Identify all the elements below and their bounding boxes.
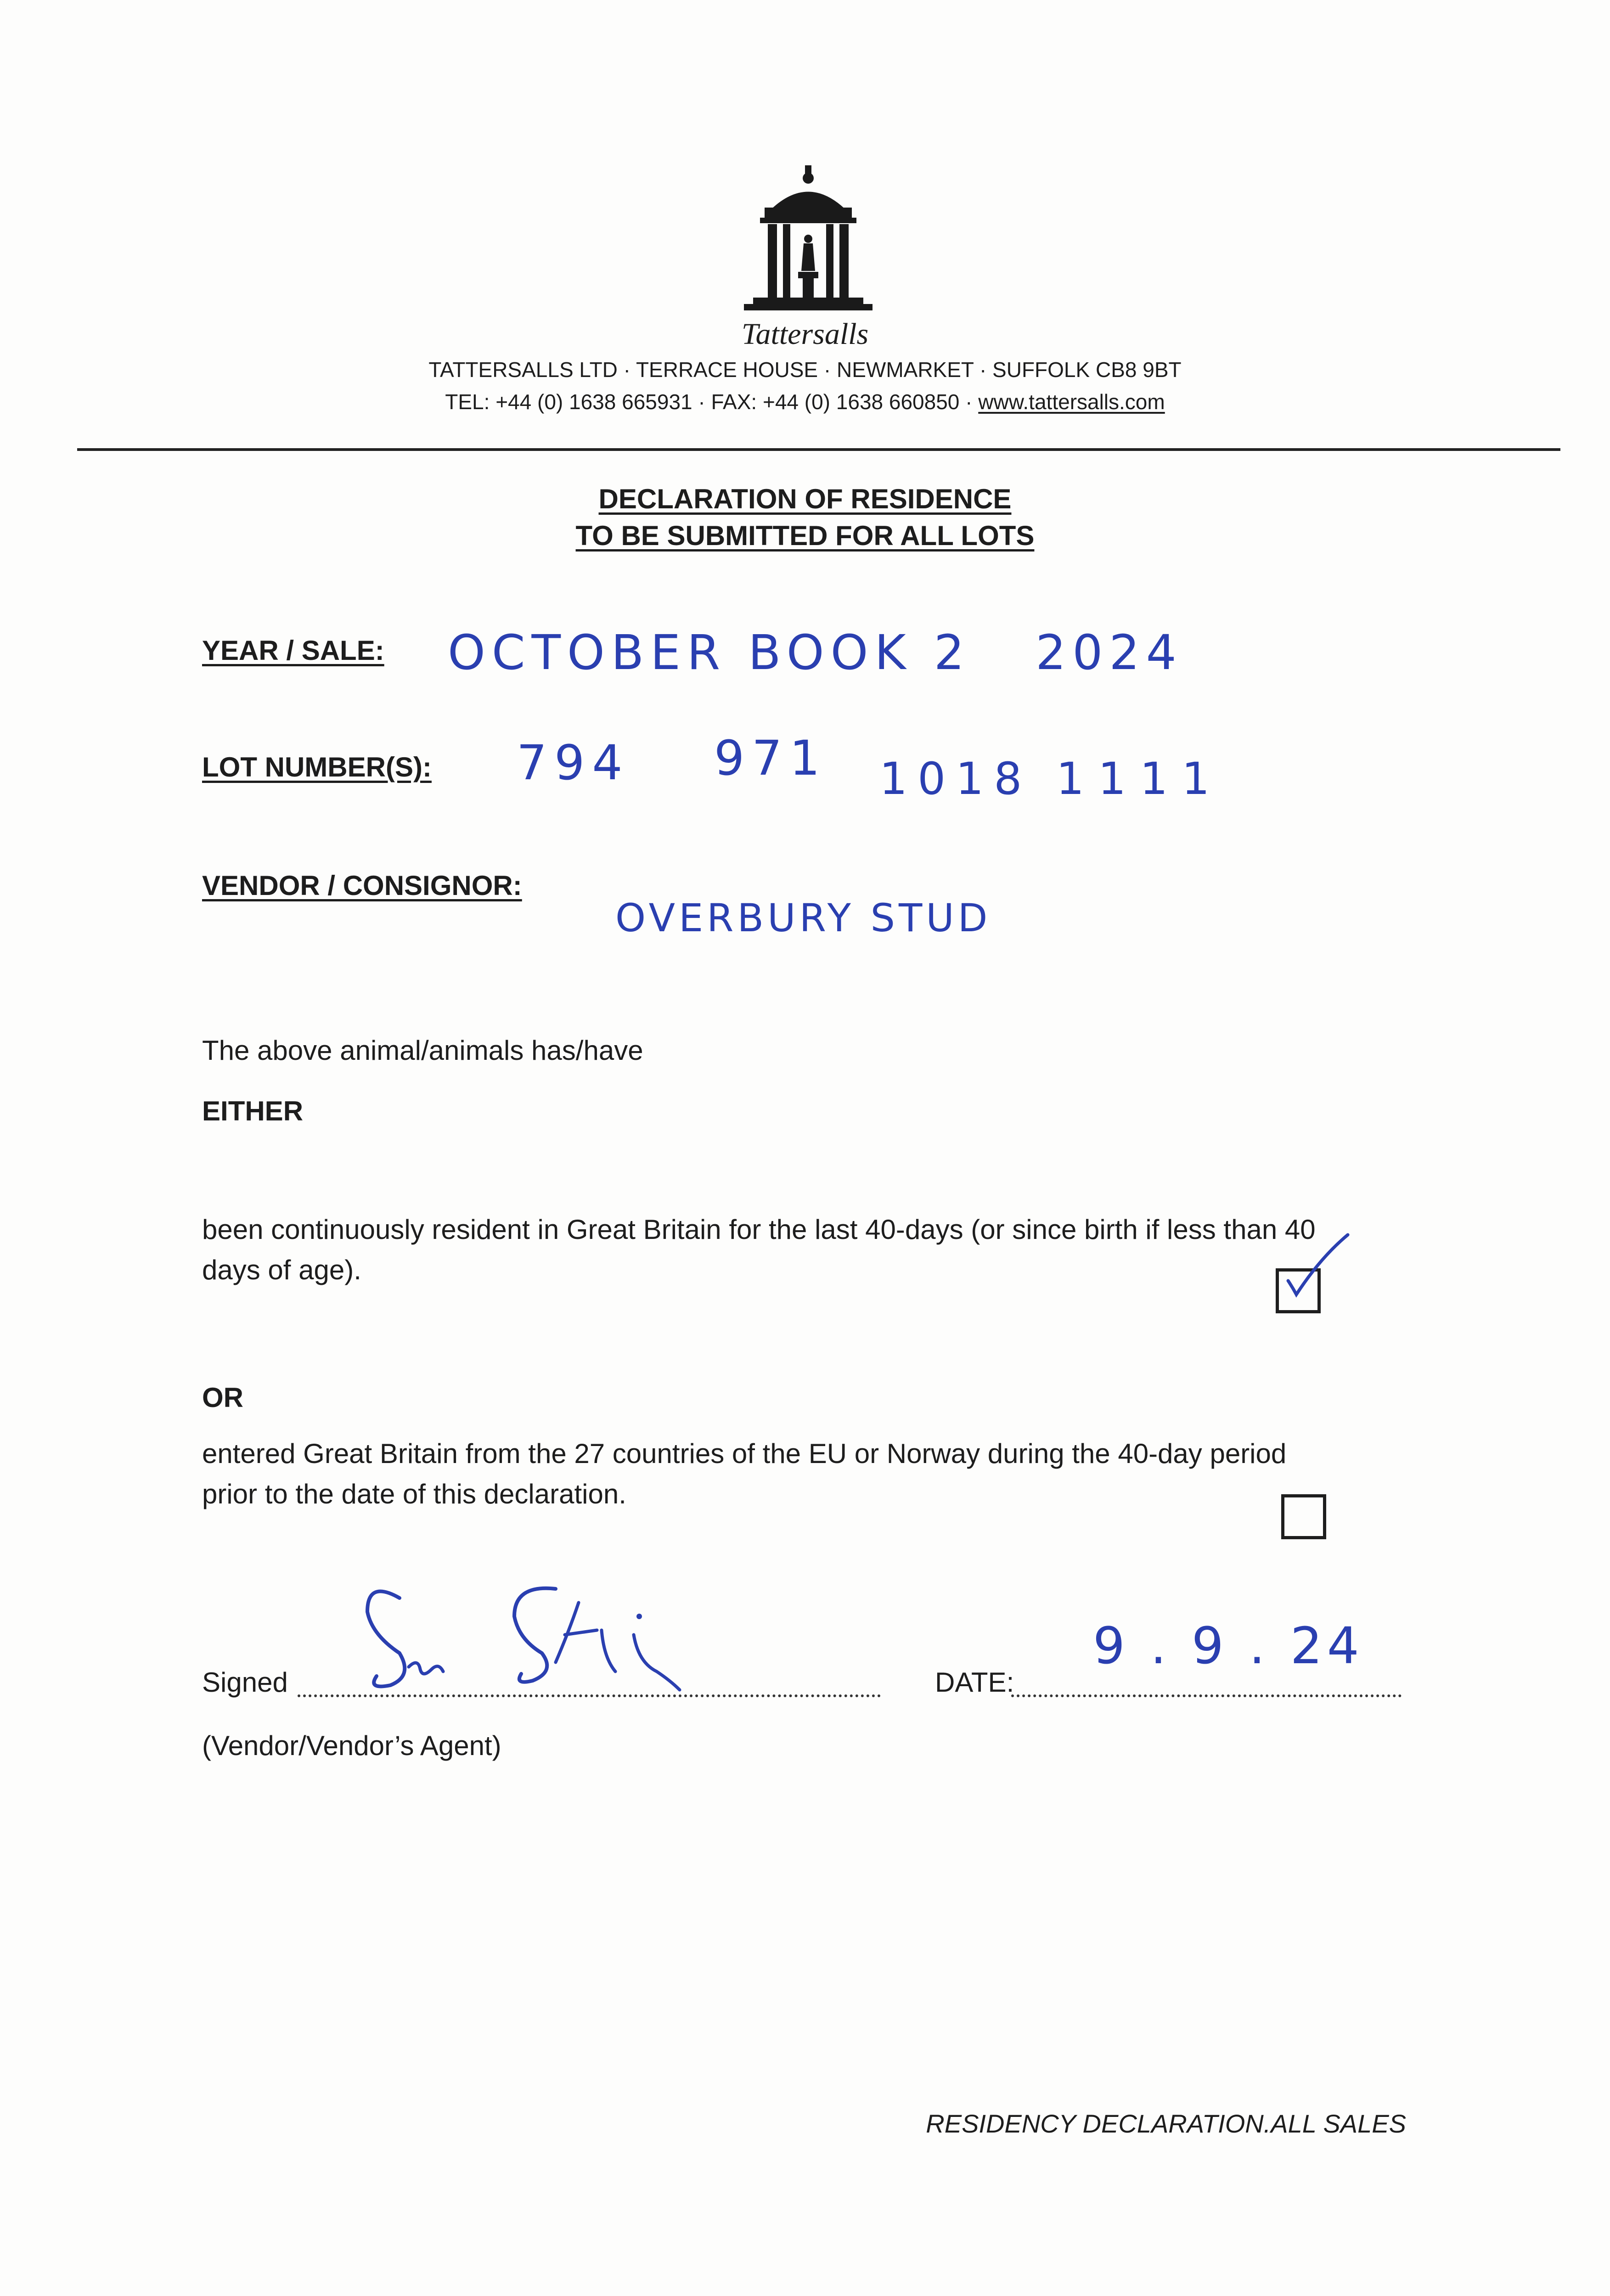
vendor-value[interactable]: OVERBURY STUD (615, 895, 991, 940)
form-reference: RESIDENCY DECLARATION.ALL SALES (926, 2109, 1406, 2138)
company-address: TATTERSALLS LTD · TERRACE HOUSE · NEWMARKET · SUFFOLK CB8 9BT (428, 358, 1182, 382)
either-heading: EITHER (202, 1096, 304, 1126)
lot-number[interactable]: 794 (517, 735, 630, 791)
form-title-line2: TO BE SUBMITTED FOR ALL LOTS (575, 520, 1035, 551)
or-heading: OR (202, 1382, 243, 1413)
option1-text-line1: been continuously resident in Great Britain for the last 40-days (or since birth if less than 40 (202, 1214, 1316, 1245)
form-title-line1: DECLARATION OF RESIDENCE (598, 484, 1012, 514)
signature-mark-icon (340, 1570, 753, 1708)
website-link[interactable]: www.tattersalls.com (978, 390, 1165, 414)
statement-intro: The above animal/animals has/have (202, 1035, 643, 1066)
signer-role: (Vendor/Vendor’s Agent) (202, 1730, 501, 1761)
header-divider (77, 448, 1560, 451)
date-label: DATE: (935, 1667, 1014, 1698)
company-contact (0, 389, 1610, 414)
contact-phone-fax: TEL: +44 (0) 1638 665931 · FAX: +44 (0) 1638 660850 · (445, 390, 979, 414)
tattersalls-logo-icon (739, 165, 877, 317)
lot-number[interactable]: 971 (714, 730, 828, 786)
lot-numbers-label: LOT NUMBER(S): (202, 752, 432, 782)
date-value[interactable]: 9 . 9 . 24 (1093, 1616, 1364, 1675)
brand-name: Tattersalls (741, 317, 869, 351)
year-sale-label: YEAR / SALE: (202, 635, 384, 666)
vendor-label: VENDOR / CONSIGNOR: (202, 870, 522, 901)
option1-text-line2: days of age). (202, 1255, 361, 1285)
option2-text-line2: prior to the date of this declaration. (202, 1479, 626, 1509)
date-line (1011, 1694, 1402, 1697)
lot-number[interactable]: 1111 (1056, 753, 1224, 805)
signed-label: Signed (202, 1667, 288, 1698)
option2-text-line1: entered Great Britain from the 27 countries of the EU or Norway during the 40-day period (202, 1438, 1287, 1469)
year-sale-value[interactable]: OCTOBER BOOK 2 2024 (448, 625, 1183, 681)
option1-checkbox[interactable] (1276, 1268, 1321, 1313)
option2-checkbox[interactable] (1281, 1494, 1326, 1539)
checkmark-icon (1270, 1230, 1371, 1304)
lot-number[interactable]: 1018 (879, 753, 1032, 805)
